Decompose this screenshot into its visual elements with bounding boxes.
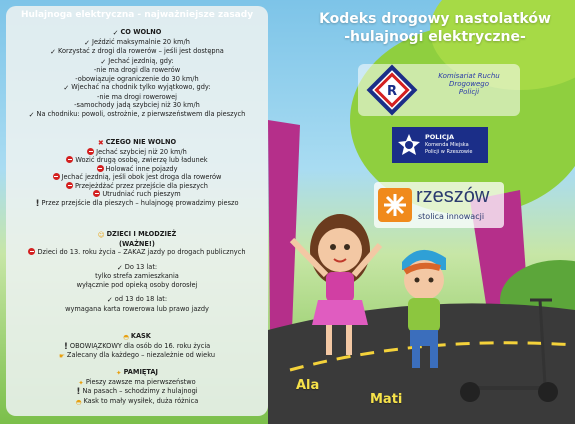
girl-name-label: Ala xyxy=(296,378,320,393)
list-item: ! Przez przejście dla pieszych – hulajnogę prowadzimy pieszo xyxy=(35,198,239,209)
list-item: Holować inne pojazdy xyxy=(6,165,268,174)
list-item: -obowiązuje ograniczenie do 30 km/h xyxy=(75,74,199,83)
title-line-2: -hulajnogi elektryczne- xyxy=(344,29,526,45)
section-heading: ◓ KASK xyxy=(123,332,151,341)
check-icon: ✓ xyxy=(106,296,113,304)
list-item: ✓ od 13 do 18 lat: xyxy=(106,295,168,304)
section-dzieci xyxy=(6,230,268,313)
list-item: ! Na pasach – schodzimy z hulajnogi xyxy=(76,387,198,397)
check-icon: ✓ xyxy=(112,29,119,37)
police-sub-2: Policji w Rzeszowie xyxy=(425,149,473,155)
list-item: ☛ Zalecany dla każdego – niezależnie od wieku xyxy=(59,351,215,360)
exclamation-icon: ! xyxy=(76,387,81,397)
page-title xyxy=(300,10,570,46)
check-icon: ✓ xyxy=(100,57,107,66)
list-item: ✓ Jechać jezdnią, gdy: xyxy=(100,56,174,66)
section-subheading: (WAŻNE!) xyxy=(119,239,155,248)
section-heading: ✓ CO WOLNO xyxy=(112,28,162,37)
police-rzeszow-logo xyxy=(392,127,488,163)
x-icon: ✖ xyxy=(97,139,104,147)
footprints-icon: ✦ xyxy=(78,378,84,387)
exclamation-icon: ! xyxy=(35,198,40,209)
traffic-police-logos xyxy=(358,64,520,116)
title-line-1: Kodeks drogowy nastolatków xyxy=(319,11,551,27)
helmet-icon: ◓ xyxy=(75,397,82,406)
list-item: Jechać jezdnią, jeśli obok jest droga dla rowerów xyxy=(6,173,268,182)
list-item: ✦ Pieszy zawsze ma pierwszeństwo xyxy=(78,377,196,387)
stop-icon xyxy=(66,156,73,163)
list-item: Dzieci do 13. roku życia – ZAKAZ jazdy po drogach publicznych xyxy=(6,248,268,257)
rules-panel xyxy=(6,6,268,416)
diamond-letter: R xyxy=(386,84,398,99)
boy-name-label: Mati xyxy=(370,392,403,407)
child-icon: ☺ xyxy=(97,231,105,239)
check-icon: ✓ xyxy=(63,84,70,92)
list-item: -nie ma drogi dla rowerów xyxy=(93,66,181,74)
komisariat-label: Komisariat Ruchu Drogowego Policji xyxy=(438,72,500,96)
list-item: wyłącznie pod opieką osoby dorosłej xyxy=(76,280,198,289)
rzeszow-city-logo xyxy=(374,182,504,228)
police-star-icon xyxy=(397,133,421,157)
check-icon: ✓ xyxy=(116,263,123,272)
stop-icon xyxy=(28,248,35,255)
list-item: Jechać szybciej niż 20 km/h xyxy=(6,148,268,157)
helmet-icon: ◓ xyxy=(123,333,129,341)
stop-icon xyxy=(87,148,94,155)
list-item: -nie ma drogi rowerowej xyxy=(97,92,177,101)
rzeszow-tagline: stolica innowacji xyxy=(418,212,485,221)
list-item: ! OBOWIĄZKOWY dla osób do 16. roku życia xyxy=(63,341,211,352)
list-item: ✓ Na chodniku: powoli, ostrożnie, z pierwszeństwem dla pieszych xyxy=(28,109,246,119)
list-item: Utrudniać ruch pieszym xyxy=(6,190,268,199)
section-heading: ☺ DZIECI I MŁODZIEŻ xyxy=(97,230,177,239)
check-icon: ✓ xyxy=(28,110,35,119)
police-name: POLICJA xyxy=(425,133,455,141)
list-item: tylko strefa zamieszkania xyxy=(95,272,179,280)
section-heading: ✖ CZEGO NIE WOLNO xyxy=(97,138,177,147)
stop-icon xyxy=(53,173,60,180)
list-item: ◓ Kask to mały wysiłek, duża różnica xyxy=(75,396,199,406)
road-traffic-diamond-icon xyxy=(366,64,418,116)
section-co-wolno xyxy=(6,28,268,119)
panel-title: Hulajnoga elektryczna - najważniejsze zasady xyxy=(20,10,254,20)
list-item: Przejeżdżać przez przejście dla pieszych xyxy=(6,182,268,191)
list-item: wymagana karta rowerowa lub prawo jazdy xyxy=(65,304,209,313)
list-item: ✓ Korzystać z drogi dla rowerów – jeśli jest dostępna xyxy=(50,47,224,56)
rzeszow-name: rzeszów xyxy=(416,185,490,207)
list-item: ✓ Do 13 lat: xyxy=(116,262,158,272)
section-kask xyxy=(6,332,268,361)
tree-trunk-left xyxy=(268,120,300,330)
rzeszow-logo-icon xyxy=(378,188,412,222)
section-heading: ✦ PAMIĘTAJ xyxy=(116,368,158,377)
check-icon: ✓ xyxy=(84,38,90,47)
hand-icon: ☛ xyxy=(59,352,65,360)
stop-icon xyxy=(97,165,104,172)
stop-icon xyxy=(66,182,73,189)
list-item: -samochody jadą szybciej niż 30 km/h xyxy=(74,101,200,109)
list-item: ✓ Wjechać na chodnik tylko wyjątkowo, gdy: xyxy=(63,83,211,92)
footprints-icon: ✦ xyxy=(116,369,122,377)
exclamation-icon: ! xyxy=(63,341,68,352)
section-pamietaj xyxy=(6,368,268,406)
stop-icon xyxy=(93,190,100,197)
check-icon: ✓ xyxy=(50,48,57,56)
police-sub-1: Komenda Miejska xyxy=(425,142,469,148)
section-czego-nie-wolno xyxy=(6,138,268,208)
list-item: Wozić drugą osobę, zwierzę lub ładunek xyxy=(6,156,268,165)
list-item: ✓ Jeździć maksymalnie 20 km/h xyxy=(84,37,190,47)
